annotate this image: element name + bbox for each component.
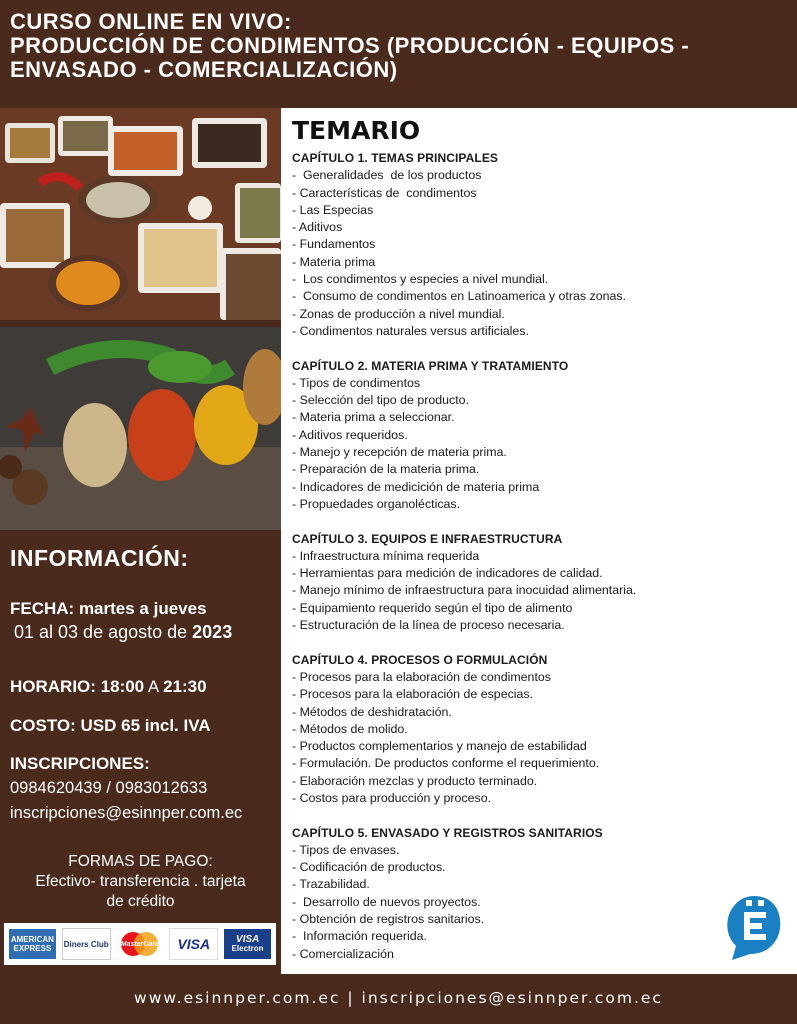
footer-bar: [0, 974, 797, 1024]
visa-electron-logo: [224, 929, 271, 959]
chapter-item: - Procesos para la elaboración de especias.: [292, 687, 534, 702]
chapter-item: - Fundamentos: [292, 237, 376, 252]
chapter-title: CAPÍTULO 5. ENVASADO Y REGISTROS SANITARIOS: [292, 825, 603, 840]
chapter-title: CAPÍTULO 4. PROCESOS O FORMULACIÓN: [292, 652, 548, 667]
visa-electron-bottom: Electron: [231, 944, 264, 953]
chapter-item: - Manejo y recepción de materia prima.: [292, 445, 507, 460]
schedule: [10, 677, 207, 697]
chapter-item: - Formulación. De productos conforme el requerimiento.: [292, 756, 600, 771]
course-title-line3: ENVASADO - COMERCIALIZACIÓN): [10, 57, 398, 82]
syllabus-chapters: [292, 150, 787, 980]
information-title: INFORMACIÓN:: [10, 545, 189, 571]
course-title-line2: PRODUCCIÓN DE CONDIMENTOS (PRODUCCIÓN - EQUIPOS -: [10, 33, 690, 58]
registration-title: INSCRIPCIONES:: [10, 754, 150, 773]
visa-logo: VISA: [169, 928, 218, 960]
chapter-item: - Generalidades de los productos: [292, 168, 482, 183]
course-title: [10, 10, 790, 82]
chapter-item: - Indicadores de medicición de materia prima: [292, 479, 540, 494]
chapter-item: - Preparación de la materia prima.: [292, 462, 480, 477]
course-title-line1: CURSO ONLINE EN VIVO:: [10, 9, 292, 34]
payment-line2: Efectivo- transferencia . tarjeta: [35, 873, 246, 890]
chapter-item: - Desarrollo de nuevos proyectos.: [292, 894, 481, 909]
chapter-item: - Tipos de condimentos: [292, 375, 421, 390]
chapter-item: - Métodos de deshidratación.: [292, 704, 452, 719]
chapter-item: - Productos complementarios y manejo de estabilidad: [292, 739, 587, 754]
schedule-end: 21:30: [163, 677, 207, 696]
header-banner: [0, 0, 797, 108]
spices-bowls-photo: [0, 108, 281, 320]
schedule-separator: A: [144, 677, 164, 696]
spices-spoons-illustration: [0, 327, 281, 530]
chapter-title: CAPÍTULO 2. MATERIA PRIMA Y TRATAMIENTO: [292, 358, 569, 373]
chapter-item: - Los condimentos y especies a nivel mundial.: [292, 272, 549, 287]
spices-spoons-photo: [0, 327, 281, 530]
chapter-item: - Codificación de productos.: [292, 860, 446, 875]
registration-email[interactable]: inscripciones@esinnper.com.ec: [10, 804, 243, 822]
chapter-item: - Características de condimentos: [292, 185, 477, 200]
visa-electron-top: VISA: [235, 934, 260, 945]
diners-logo-text: Diners Club: [63, 939, 109, 949]
cost: COSTO: USD 65 incl. IVA: [10, 716, 211, 735]
chapter-item: - Aditivos: [292, 220, 343, 235]
chapter-block: [292, 150, 787, 340]
amex-logo: AMERICAN EXPRESS: [9, 929, 56, 959]
chapter-item: - Materia prima a seleccionar.: [292, 410, 455, 425]
chapter-item: - Selección del tipo de producto.: [292, 393, 470, 408]
spices-bowls-illustration: [0, 108, 281, 320]
chapter-item: - Condimentos naturales versus artificiales.: [292, 323, 529, 338]
chapter-item: - Procesos para la elaboración de condimentos: [292, 669, 551, 684]
date-range: [14, 622, 232, 643]
syllabus-heading: TEMARIO: [292, 116, 421, 145]
chapter-block: [292, 531, 787, 635]
chapter-title: CAPÍTULO 1. TEMAS PRINCIPALES: [292, 151, 499, 165]
chapter-item: - Información requerida.: [292, 929, 427, 944]
chapter-item: - Estructuración de la línea de proceso necesaria.: [292, 618, 565, 633]
chapter-block: [292, 825, 787, 963]
chapter-item: - Equipamiento requerido según el tipo de alimento: [292, 600, 573, 615]
footer-links[interactable]: www.esinnper.com.ec | inscripciones@esinnper.com.ec: [134, 989, 663, 1007]
schedule-start: HORARIO: 18:00: [10, 677, 145, 696]
chapter-item: - Materia prima: [292, 254, 376, 269]
chapter-item: - Elaboración mezclas y producto terminado.: [292, 773, 538, 788]
esinnper-logo-icon: [724, 890, 784, 962]
chapter-item: - Métodos de molido.: [292, 721, 408, 736]
chapter-item: - Obtención de registros sanitarios.: [292, 912, 485, 927]
payment-line3: de crédito: [106, 893, 175, 910]
chapter-block: [292, 358, 787, 514]
card-logos: [4, 923, 276, 965]
chapter-item: - Las Especias: [292, 202, 374, 217]
chapter-item: - Propuedades organolécticas.: [292, 496, 461, 511]
information-block: [10, 545, 280, 822]
date-range-text: 01 al 03 de agosto de: [14, 622, 193, 642]
diners-logo: [62, 928, 111, 960]
registration-phones: 0984620439 / 0983012633: [10, 779, 208, 797]
chapter-item: - Manejo mínimo de infraestructura para inocuidad alimentaria.: [292, 583, 637, 598]
payment-methods: [0, 852, 281, 912]
chapter-item: - Aditivos requeridos.: [292, 427, 408, 442]
chapter-item: - Costos para producción y proceso.: [292, 790, 492, 805]
mastercard-logo: [116, 929, 163, 959]
chapter-title: CAPÍTULO 3. EQUIPOS E INFRAESTRUCTURA: [292, 531, 563, 546]
syllabus-panel: [281, 108, 797, 974]
date-label: FECHA: martes a jueves: [10, 599, 207, 618]
esinnper-logo: [724, 890, 784, 960]
chapter-item: - Zonas de producción a nivel mundial.: [292, 306, 505, 321]
chapter-item: - Trazabilidad.: [292, 877, 370, 892]
payment-title: FORMAS DE PAGO:: [68, 853, 213, 870]
chapter-item: - Herramientas para medición de indicadores de calidad.: [292, 566, 603, 581]
chapter-item: - Consumo de condimentos en Latinoamerica y otras zonas.: [292, 289, 627, 304]
date-year: 2023: [192, 622, 233, 642]
chapter-item: - Tipos de envases.: [292, 842, 400, 857]
chapter-block: [292, 652, 787, 808]
mastercard-logo-text: MasterCard: [120, 940, 160, 948]
chapter-item: - Infraestructura mínima requerida: [292, 548, 480, 563]
chapter-item: - Comercialización: [292, 946, 394, 961]
